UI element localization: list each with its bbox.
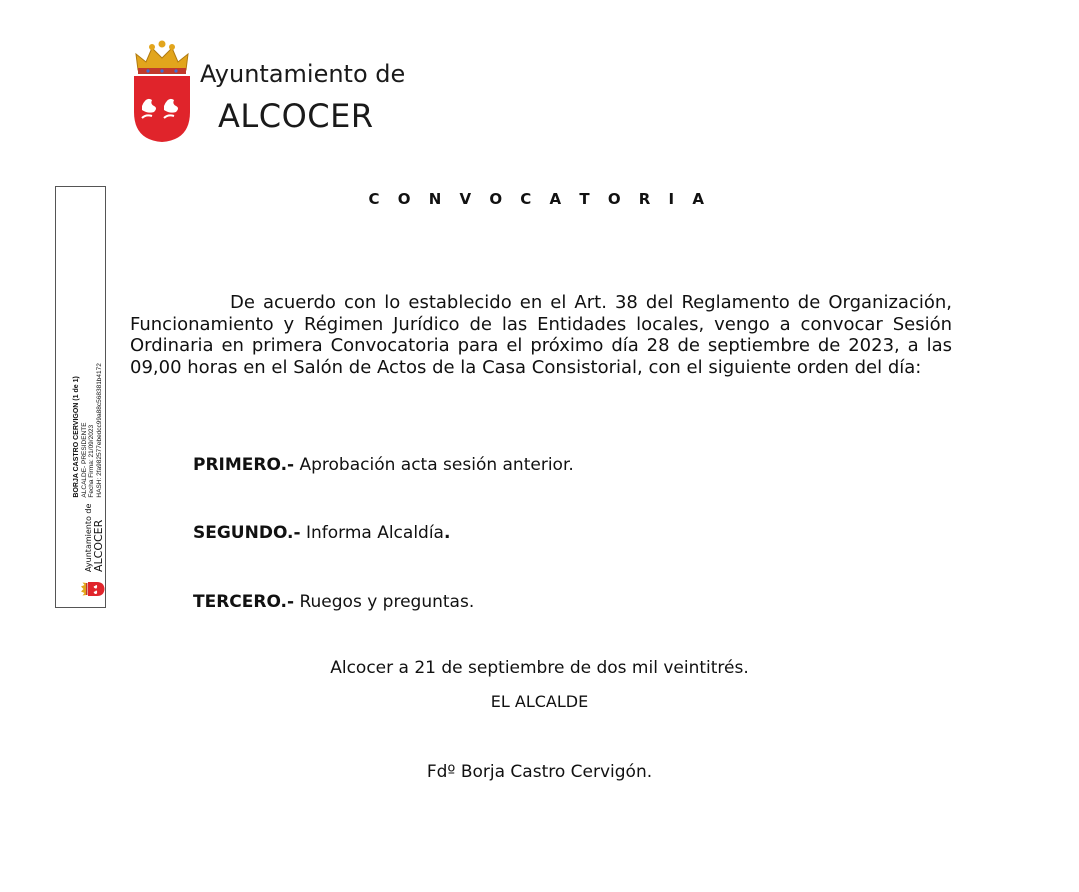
stamp-signature-info bbox=[73, 363, 103, 497]
agenda-item-2 bbox=[193, 523, 450, 543]
stamp-date: Fecha Firma: 21/09/2023 bbox=[87, 424, 95, 498]
signer-role: EL ALCALDE bbox=[490, 692, 589, 711]
agenda-item-label: TERCERO.- bbox=[193, 592, 295, 612]
document-title: C O N V O C A T O R I A bbox=[368, 190, 711, 208]
logo-municipality-prefix: Ayuntamiento de bbox=[200, 60, 406, 88]
stamp-signer: BORJA CASTRO CERVIGON (1 de 1) bbox=[72, 376, 80, 498]
municipal-logo bbox=[130, 40, 430, 145]
agenda-item-label: SEGUNDO.- bbox=[193, 523, 301, 543]
body-paragraph: De acuerdo con lo establecido en el Art. 38 del Reglamento de Organización, Funcionamiento y Régimen Jurídico de las Entidades locales, vengo a convocar Sesión Ordinaria en primera Convocatoria para el próximo día 28 de septiembre de 2023, a las 09,00 horas en el Salón de Actos de la Casa Consistorial, con el siguiente orden del día: bbox=[130, 292, 952, 378]
logo-municipality-name: ALCOCER bbox=[218, 97, 374, 135]
agenda-item-3 bbox=[193, 592, 474, 612]
agenda-item-text: Informa Alcaldía bbox=[300, 523, 444, 543]
stamp-position: ALCALDE- PRESIDENTE bbox=[80, 422, 87, 498]
stamp-municipality-prefix: Ayuntamiento de bbox=[83, 503, 93, 572]
stamp-municipality-name: ALCOCER bbox=[91, 519, 105, 572]
stamp-hash: HASH: 2fa982577ebedcc99a88c568381b4172 bbox=[95, 363, 102, 498]
coat-of-arms-icon bbox=[79, 576, 105, 602]
stamp-municipality bbox=[84, 504, 105, 572]
agenda-item-text: Ruegos y preguntas. bbox=[294, 592, 475, 612]
coat-of-arms-icon bbox=[130, 40, 194, 144]
signed-by: Fdº Borja Castro Cervigón. bbox=[426, 762, 653, 782]
electronic-signature-stamp bbox=[55, 186, 106, 608]
place-date: Alcocer a 21 de septiembre de dos mil veintitrés. bbox=[330, 658, 749, 678]
agenda-item-label: PRIMERO.- bbox=[193, 455, 295, 475]
agenda-item-text: Aprobación acta sesión anterior. bbox=[294, 455, 574, 475]
agenda-item-suffix: . bbox=[443, 523, 451, 543]
agenda-item-1 bbox=[193, 455, 574, 475]
